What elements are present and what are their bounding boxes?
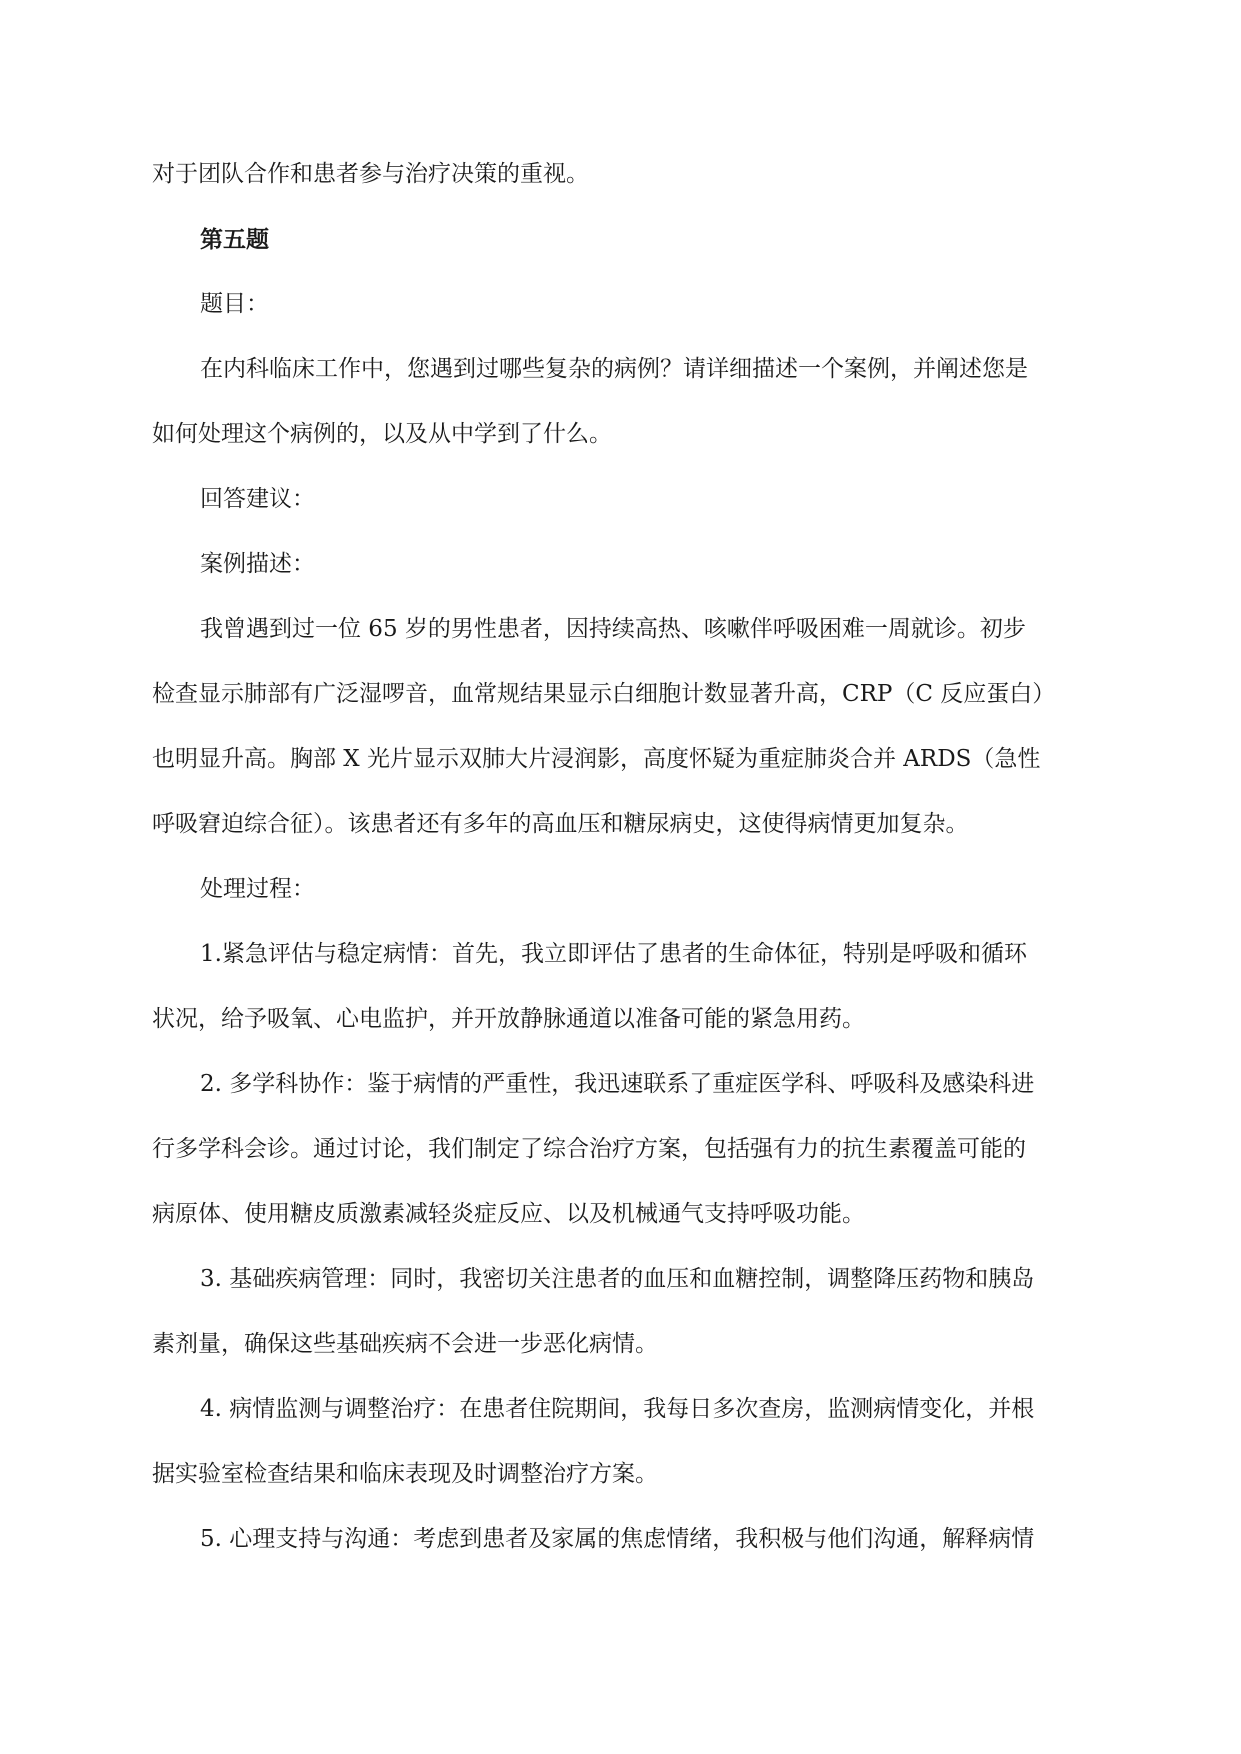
text-line: 题目： [200,291,269,317]
text-line: 对于团队合作和患者参与治疗决策的重视。 [152,161,589,187]
text-line: 呼吸窘迫综合征）。该患者还有多年的高血压和糖尿病史，这使得病情更加复杂。 [152,811,969,837]
text-line: 如何处理这个病例的，以及从中学到了什么。 [152,421,612,447]
document-body [152,142,1094,1572]
text-line: 3. 基础疾病管理：同时，我密切关注患者的血压和血糖控制，调整降压药物和胰岛 [200,1266,1035,1292]
text-line: 也明显升高。胸部 X 光片显示双肺大片浸润影，高度怀疑为重症肺炎合并 ARDS（急性 [152,746,1041,772]
text-line: 据实验室检查结果和临床表现及时调整治疗方案。 [152,1461,658,1487]
text-line: 病原体、使用糖皮质激素减轻炎症反应、以及机械通气支持呼吸功能。 [152,1201,865,1227]
text-line: 4. 病情监测与调整治疗：在患者住院期间，我每日多次查房，监测病情变化，并根 [200,1396,1035,1422]
text-line: 检查显示肺部有广泛湿啰音，血常规结果显示白细胞计数显著升高，CRP（C 反应蛋白） [152,681,1056,707]
text-line: 状况，给予吸氧、心电监护，并开放静脉通道以准备可能的紧急用药。 [152,1006,865,1032]
text-line: 1.紧急评估与稳定病情：首先，我立即评估了患者的生命体征，特别是呼吸和循环 [200,941,1027,967]
text-line: 素剂量，确保这些基础疾病不会进一步恶化病情。 [152,1331,658,1357]
text-line: 处理过程： [200,876,315,902]
text-line: 行多学科会诊。通过讨论，我们制定了综合治疗方案，包括强有力的抗生素覆盖可能的 [152,1136,1026,1162]
section-heading: 第五题 [200,226,269,253]
text-line: 我曾遇到过一位 65 岁的男性患者，因持续高热、咳嗽伴呼吸困难一周就诊。初步 [200,616,1026,642]
text-line: 回答建议： [200,486,315,512]
text-line: 案例描述： [200,551,315,577]
text-line: 5. 心理支持与沟通：考虑到患者及家属的焦虑情绪，我积极与他们沟通，解释病情 [200,1526,1035,1552]
text-line: 在内科临床工作中，您遇到过哪些复杂的病例？请详细描述一个案例，并阐述您是 [200,356,1028,382]
text-line: 2. 多学科协作：鉴于病情的严重性，我迅速联系了重症医学科、呼吸科及感染科进 [200,1071,1035,1097]
